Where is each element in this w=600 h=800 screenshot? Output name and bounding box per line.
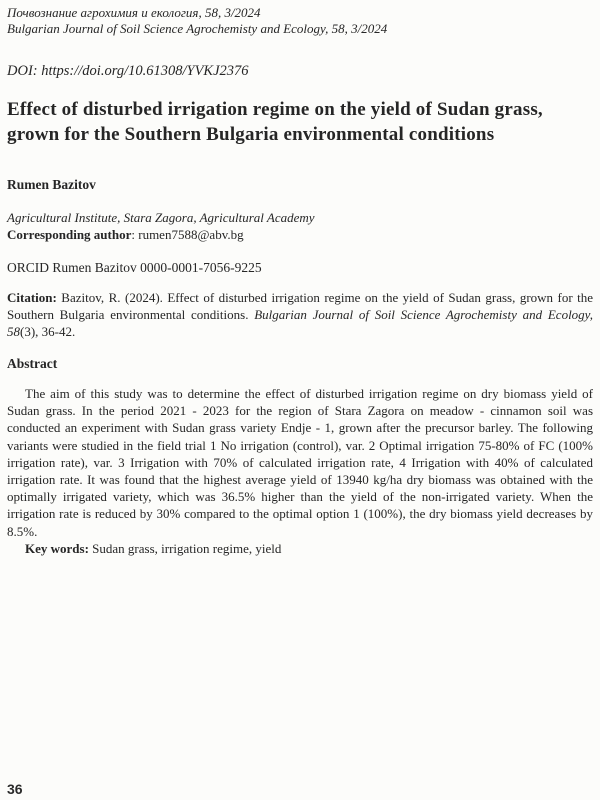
doi-text: DOI: https://doi.org/10.61308/YVKJ2376 (7, 63, 249, 79)
author-name: Rumen Bazitov (7, 177, 96, 192)
corresponding-author-line (7, 227, 593, 244)
affiliation: Agricultural Institute, Stara Zagora, Agricultural Academy (7, 210, 315, 225)
citation-block (7, 289, 593, 340)
citation-text: Bazitov, R. (2024). Effect of disturbed irrigation regime on the yield of Sudan grass, grown for the Southern Bulgaria environmental conditions. (7, 290, 593, 322)
keywords-value: Sudan grass, irrigation regime, yield (88, 540, 282, 556)
abstract-heading: Abstract (7, 356, 58, 371)
corresponding-author-label: Corresponding author (7, 226, 132, 242)
journal-title-english: Bulgarian Journal of Soil Science Agrochemisty and Ecology, 58, 3/2024 (7, 21, 388, 36)
abstract-body: The aim of this study was to determine the effect of disturbed irrigation regime on dry biomass yield of Sudan grass. In the period 2021 - 2023 for the region of Stara Zagora on meadow - cinnamon soil was conducted an experiment with Sudan grass variety Endje - 1, grown after the precursor barley. The following variants were studied in the field trial 1 No irrigation (control), var. 2 Optimal irrigation 75-80% of FC (100% irrigation rate), var. 3 Irrigation with 70% of calculated irrigation rate, 4 Irrigation with 40% of calculated irrigation rate. It was found that the highest average yield of 13940 kg/ha dry biomass was obtained with the optimally irrigated variety, which was 36.5% higher than the yield of the non-irrigated variety. When the irrigation rate is reduced by 30% compared to the optimal option 1 (100%), the dry biomass yield decreases by 8.5%. (7, 386, 593, 539)
journal-title-bulgarian: Почвознание агрохимия и екология, 58, 3/2024 (7, 5, 261, 20)
keywords-label: Key words: (25, 540, 89, 556)
citation-issue-pages: (3), 36-42. (20, 324, 76, 339)
corresponding-author-email: : rumen7588@abv.bg (131, 226, 244, 242)
orcid-line: ORCID Rumen Bazitov 0000-0001-7056-9225 (7, 260, 262, 275)
page-number: 36 (7, 781, 23, 797)
citation-label: Citation: (7, 290, 57, 305)
keywords-line (7, 540, 593, 557)
journal-header (7, 5, 593, 37)
citation-journal-name: Bulgarian Journal of Soil Science Agrochemisty and Ecology, 58 (7, 307, 593, 339)
paper-title: Effect of disturbed irrigation regime on the yield of Sudan grass, grown for the Southern Bulgaria environmental conditions (7, 99, 543, 145)
author-details (7, 210, 593, 243)
